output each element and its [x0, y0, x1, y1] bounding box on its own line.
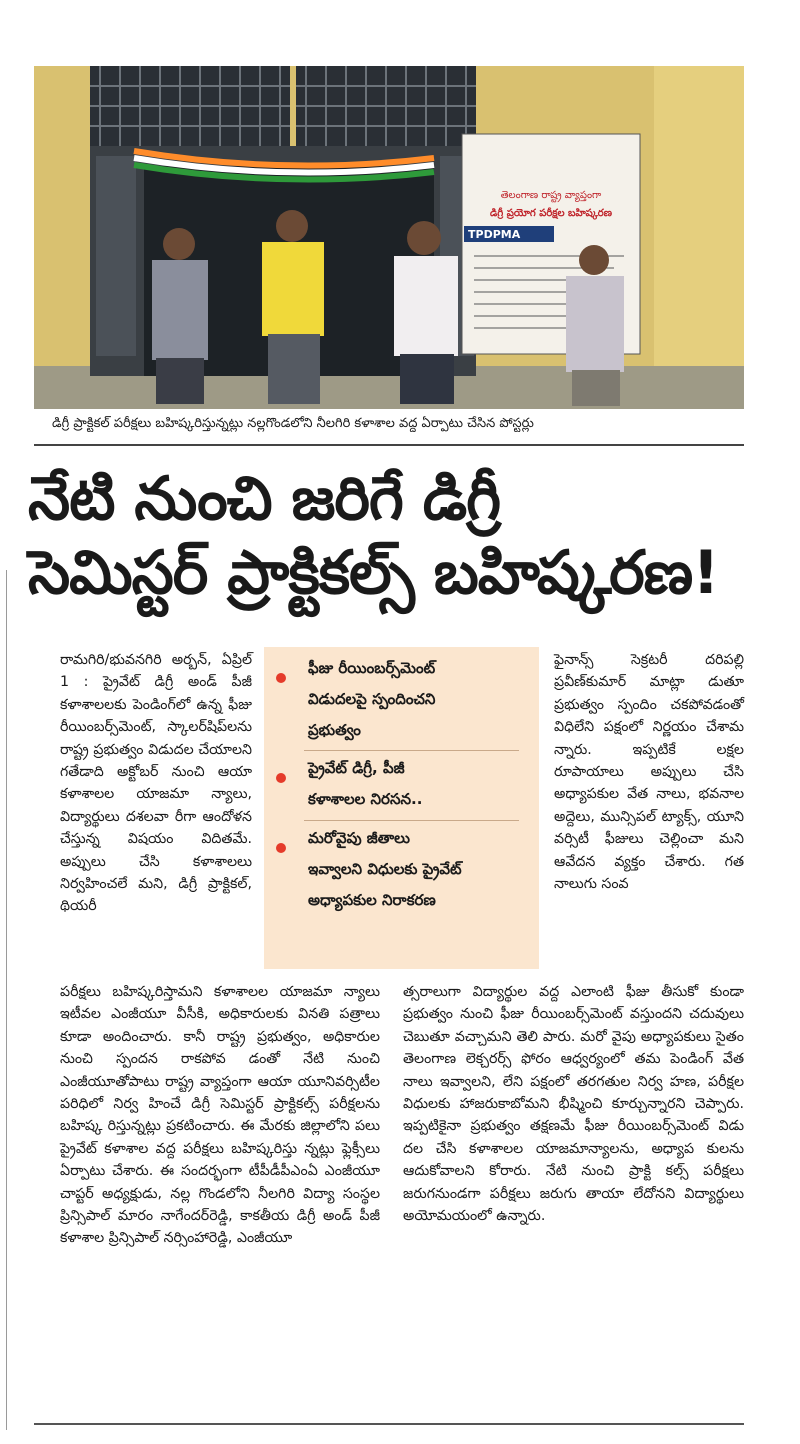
highlight-text: మరోవైపు జీతాలు ఇవ్వాలని విధులకు ప్రైవేట్ అధ్యాపకుల నిరాకరణ	[308, 829, 462, 909]
article-body-left-top	[60, 649, 252, 918]
highlight-text: ప్రైవేట్ డిగ్రీ, పీజీ కళాశాలల నిరసన..	[308, 759, 423, 808]
headline	[28, 462, 768, 610]
body-paragraph-2: ఫైనాన్స్ సెక్రటరీ దరిపల్లి ప్రవీణ్‌కుమార్ మాట్లా డుతూ ప్రభుత్వం స్పందిం చకపోవడంతో విధిలేని పక్షంలో నిర్ణయం చేశామ న్నారు. ఇప్పటికే లక్షల రూపాయాలు అప్పులు చేసి అధ్యాపకుల వేత నాలు, భవనాల అద్దెలు, మున్సిపల్ ట్యాక్స్, యూని వర్సిటీ ఫీజులు చెల్లించా మని ఆవేదన వ్యక్తం చేశారు. గత నాలుగు సంవ	[554, 652, 744, 893]
article-body-right-bottom	[403, 981, 744, 1227]
body-paragraph-4: త్సరాలుగా విద్యార్థుల వద్ద ఎలాంటి ఫీజు తీసుకో కుండా ప్రభుత్వం నుంచి ఫీజు రీయింబర్స్‌మెంట్ వస్తుందని చదువులు చెబుతూ వచ్చామని తెలి పారు. మరో వైపు అధ్యాపకులు సైతం తెలంగాణ లెక్చరర్స్ ఫోరం ఆధ్వర్యంలో తమ పెండింగ్ వేత నాలు ఇవ్వాలని, లేని పక్షంలో తరగతుల నిర్వ హణ, పరీక్షల విధులకు హాజరుకాబోమని భీష్మించి కూర్చున్నారని చెప్పారు. ఇప్పటికైనా ప్రభుత్వం తక్షణమే ఫీజు రీయింబర్స్‌మెంట్ విడు దల చేసి కళాశాలల యాజమాన్యాలను, అధ్యాప కులను ఆదుకోవాలని కోరారు. నేటి నుంచి ప్రాక్టి కల్స్ పరీక్షలు జరుగనుండగా పరీక్షలు జరుగు తాయా లేదోనని విద్యార్థులు అయోమయంలో ఉన్నారు.	[403, 984, 744, 1225]
highlight-item	[276, 823, 529, 916]
footer-rule	[34, 1423, 744, 1425]
headline-line-2: సెమిస్టర్ ప్రాక్టికల్స్ బహిష్కరణ!	[28, 538, 719, 608]
caption-rule	[34, 444, 744, 446]
article-body-right-top	[554, 649, 744, 895]
highlight-separator	[304, 750, 519, 751]
column-divider	[6, 570, 7, 1430]
photo-caption: డిగ్రీ ప్రాక్టికల్ పరీక్షలు బహిష్కరిస్తున్నట్లు నల్లగొండలోని నీలగిరి కళాశాల వద్ద ఏర్పాటు చేసిన పోస్టర్లు	[52, 416, 534, 431]
highlight-item	[276, 653, 529, 746]
body-paragraph-3: పరీక్షలు బహిష్కరిస్తామని కళాశాలల యాజమా న్యాలు ఇటీవల ఎంజీయూ వీసీకి, అధికారులకు వినతి పత్రాలు కూడా అందించారు. కానీ రాష్ట్ర ప్రభుత్వం, అధికారుల నుంచి స్పందన రాకపోవ డంతో నేటి నుంచి ఎంజీయూతోపాటు రాష్ట్ర వ్యాప్తంగా ఆయా యూనివర్సిటీల పరిధిలో నిర్వ హించే డిగ్రీ సెమిస్టర్ ప్రాక్టికల్స్ పరీక్షలను బహిష్క రిస్తున్నట్లు ప్రకటించారు. ఈ మేరకు జిల్లాలోని పలు ప్రైవేట్ కళాశాల వద్ద పరీక్షలు బహిష్కరిస్తు న్నట్లు ఫ్లెక్సీలు ఏర్పాటు చేశారు. ఈ సందర్భంగా టీపీడీపీఎంఏ ఎంజీయూ చాప్టర్ అధ్యక్షుడు, నల్ల గొండలోని నీలగిరి విద్యా సంస్థల ప్రిన్సిపాల్ మారం నాగేందర్‌రెడ్డి, కాకతీయ డిగ్రీ అండ్ పీజీ కళాశాల ప్రిన్సిపాల్ నర్సింహారెడ్డి, ఎంజీయూ	[60, 984, 380, 1247]
news-photo	[34, 66, 744, 409]
bullet-dot	[276, 843, 286, 853]
svg-text:తెలంగాణ రాష్ట్ర వ్యాప్తంగా: తెలంగాణ రాష్ట్ర వ్యాప్తంగా	[500, 190, 602, 201]
headline-line-1: నేటి నుంచి జరిగే డిగ్రీ	[28, 464, 501, 534]
svg-text:TPDPMA: TPDPMA	[468, 228, 521, 241]
body-paragraph-1: రామగిరి/భువనగిరి అర్బన్, ఏప్రిల్ 1 : ప్రైవేట్ డిగ్రీ అండ్ పీజీ కళాశాలలకు పెండింగ్‌లో ఉన్న ఫీజు రీయింబర్స్‌మెంట్, స్కాలర్‌షిప్‌లను రాష్ట్ర ప్రభుత్వం విడుదల చేయాలని గతేడాది అక్టోబర్ నుంచి ఆయా కళాశాలల యాజమా న్యాలు, విద్యార్థులు దశలవా రీగా ఆందోళన చేస్తున్న విషయం విదితమే. అప్పులు చేసి కళాశాలలు నిర్వహించలే మని, డిగ్రీ ప్రాక్టికల్, థియరీ	[60, 652, 252, 915]
svg-text:డిగ్రీ ప్రయోగ పరీక్షల బహిష్కరణ: డిగ్రీ ప్రయోగ పరీక్షల బహిష్కరణ	[490, 208, 612, 219]
highlight-text: ఫీజు రీయింబర్స్‌మెంట్ విడుదలపై స్పందించని ప్రభుత్వం	[308, 659, 436, 739]
article-body-left-bottom	[60, 981, 380, 1250]
highlight-separator	[304, 820, 519, 821]
bullet-dot	[276, 673, 286, 683]
bullet-dot	[276, 773, 286, 783]
highlights-box	[264, 647, 539, 969]
highlight-item	[276, 753, 529, 815]
